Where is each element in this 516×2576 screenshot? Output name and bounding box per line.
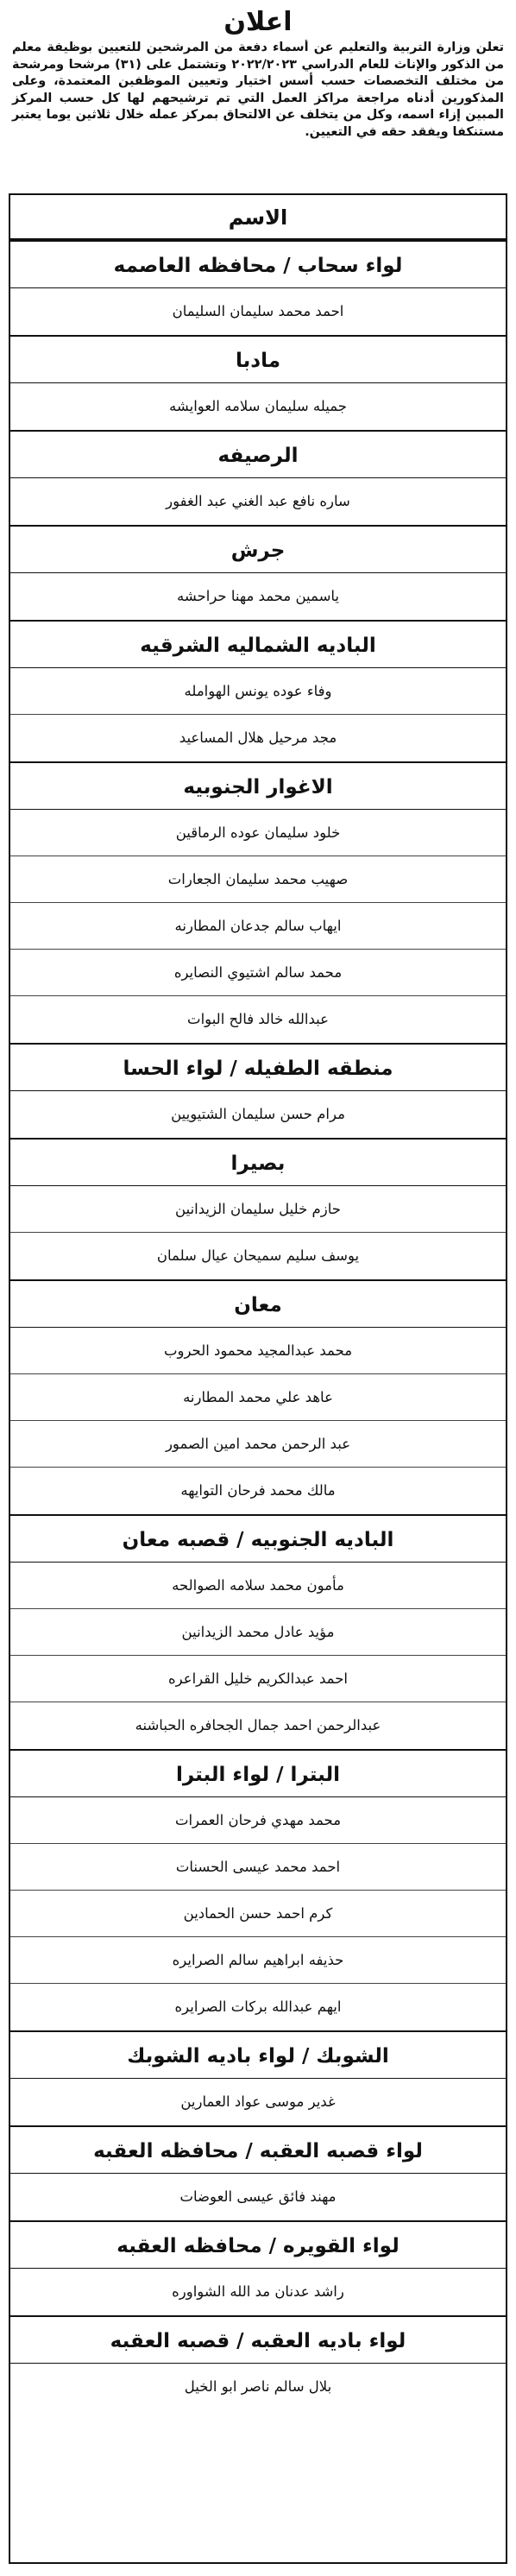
table-row: عبد الرحمن محمد امين الصمور	[10, 1421, 506, 1468]
table-row: مأمون محمد سلامه الصوالحه	[10, 1563, 506, 1609]
table-row: يوسف سليم سميحان عيال سلمان	[156, 1247, 360, 1264]
table-row: احمد محمد سليمان السليمان	[172, 303, 344, 319]
section-group	[10, 1279, 506, 1514]
table-row: راشد عدنان مد الله الشواوره	[172, 2283, 344, 2300]
names-table	[9, 193, 507, 2564]
section-group	[10, 240, 506, 335]
table-row: جميله سليمان سلامه العوايشه	[169, 398, 347, 414]
section-group	[10, 2220, 506, 2315]
section-title: منطقه الطفيله / لواء الحسا	[10, 1043, 506, 1091]
table-row: مرام حسن سليمان الشتيويين	[171, 1106, 345, 1122]
table-row: احمد عبدالكريم خليل القراعره	[10, 1656, 506, 1702]
section-title: البترا / لواء البترا	[10, 1749, 506, 1797]
section-title: الشوبك / لواء باديه الشوبك	[10, 2030, 506, 2079]
table-row: محمد عبدالمجيد محمود الحروب	[10, 1328, 506, 1374]
section-group	[10, 430, 506, 525]
table-row: ساره نافع عبد الغني عبد الغفور	[166, 493, 350, 509]
table-row: محمد مهدي فرحان العمرات	[10, 1797, 506, 1844]
table-row: عبدالرحمن احمد جمال الجحافره الحباشنه	[135, 1717, 381, 1733]
section-title: لواء القويره / محافظه العقبه	[10, 2220, 506, 2269]
table-row: مهند فائق عيسى العوضات	[179, 2188, 337, 2205]
table-row: مجد مرحيل هلال المساعيد	[179, 729, 337, 746]
table-row: ايهاب سالم جدعان المطارنه	[10, 903, 506, 950]
section-title: مادبا	[10, 335, 506, 383]
section-group	[10, 1138, 506, 1279]
section-group	[10, 1514, 506, 1749]
table-row: كرم احمد حسن الحمادين	[10, 1891, 506, 1937]
section-title: جرش	[10, 525, 506, 573]
section-title: لواء قصبه العقبه / محافظه العقبه	[10, 2125, 506, 2174]
section-group	[10, 2125, 506, 2220]
table-row: محمد سالم اشتيوي النصايره	[10, 950, 506, 996]
table-row: عبدالله خالد فالح البوات	[187, 1011, 329, 1027]
section-group	[10, 2030, 506, 2125]
announcement-intro: تعلن وزارة التربية والتعليم عن أسماء دفعة من المرشحين للتعيين بوظيفة معلم من الذكور والإناث للعام الدراسي ٢٠٢٢/٢٠٢٣ وتشتمل على (٣١) مرشحا ومرشحة من مختلف التخصصات حسب أسس اختيار وتعيين الموظفين المعتمدة، وعلى المذكورين أدناه مراجعة مراكز العمل التي تم ترشيحهم لها كل حسب المركز المبين إزاء اسمه، وكل من يتخلف عن الالتحاق بمركز عمله خلال ثلاثين يوما يعتبر مستنكفا ويفقد حقه في التعيين.	[12, 41, 505, 139]
section-group	[10, 620, 506, 761]
table-row: بلال سالم ناصر ابو الخيل	[184, 2378, 332, 2395]
table-row: احمد محمد عيسى الحسنات	[10, 1844, 506, 1891]
section-title: لواء باديه العقبه / قصبه العقبه	[10, 2315, 506, 2364]
announcement-heading: اعلان	[223, 7, 293, 37]
table-row: حذيفه ابراهيم سالم الصرايره	[10, 1937, 506, 1984]
table-row: مالك محمد فرحان التوايهه	[180, 1482, 336, 1499]
table-row: ايهم عبدالله بركات الصرايره	[174, 1998, 342, 2015]
section-title: الرصيفه	[10, 430, 506, 478]
section-title: الباديه الشماليه الشرقيه	[10, 620, 506, 668]
table-row: وفاء عوده يونس الهوامله	[10, 668, 506, 715]
table-row: مؤيد عادل محمد الزيدانين	[10, 1609, 506, 1656]
section-group	[10, 761, 506, 1043]
column-header: الاسم	[10, 195, 506, 240]
section-group	[10, 1043, 506, 1138]
section-title: بصيرا	[10, 1138, 506, 1186]
section-title: معان	[10, 1279, 506, 1328]
section-title: الاغوار الجنوبيه	[10, 761, 506, 810]
table-row: عاهد علي محمد المطارنه	[10, 1374, 506, 1421]
section-group	[10, 525, 506, 620]
section-group	[10, 335, 506, 430]
table-row: حازم خليل سليمان الزيدانين	[10, 1186, 506, 1233]
section-title: لواء سحاب / محافظه العاصمه	[10, 240, 506, 288]
section-group	[10, 2315, 506, 2410]
table-row: ياسمين محمد مهنا حراحشه	[176, 588, 340, 604]
table-row: غدير موسى عواد العمارين	[180, 2093, 336, 2110]
section-group	[10, 1749, 506, 2030]
table-row: خلود سليمان عوده الرماقين	[10, 810, 506, 856]
section-title: الباديه الجنوبيه / قصبه معان	[10, 1514, 506, 1563]
table-row: صهيب محمد سليمان الجعارات	[10, 856, 506, 903]
